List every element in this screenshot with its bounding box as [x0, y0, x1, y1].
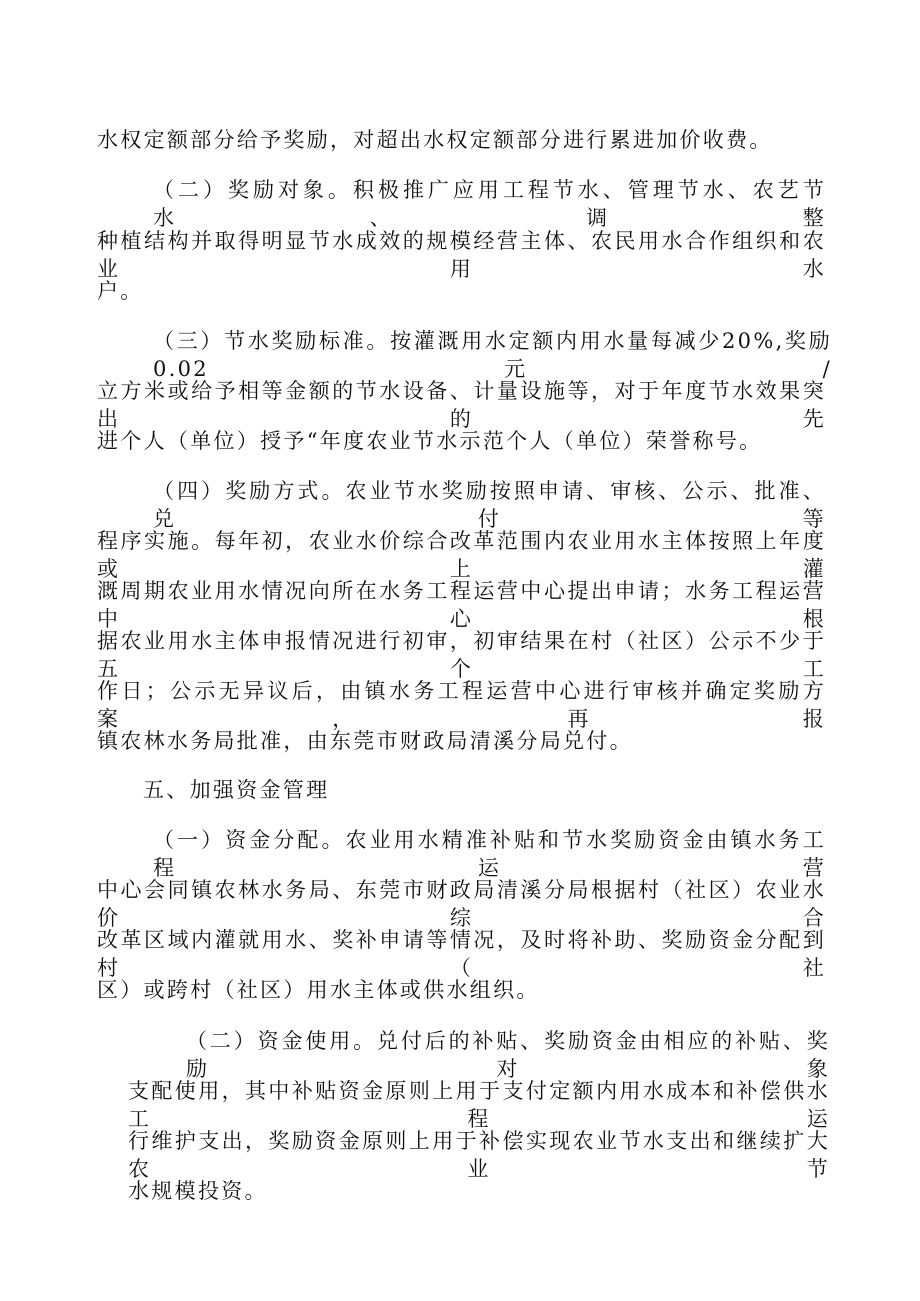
paragraph-line-10: 溉周期农业用水情况向所在水务工程运营中心提出申请；水务工程运营中心根 — [97, 579, 826, 631]
paragraph-line-5: （三）节水奖励标准。按灌溉用水定额内用水量每减少20%,奖励0.02元/ — [153, 329, 832, 381]
paragraph-line-19: （二）资金使用。兑付后的补贴、奖励资金由相应的补贴、奖励对象 — [186, 1029, 830, 1081]
paragraph-line-2: （二）奖励对象。积极推广应用工程节水、管理节水、农艺节水、调整 — [153, 178, 826, 230]
paragraph-line-22: 水规模投资。 — [128, 1179, 268, 1203]
paragraph-line-7: 进个人（单位）授予“年度农业节水示范个人（单位）荣誉称号。 — [97, 429, 763, 453]
paragraph-line-20: 支配使用，其中补贴资金原则上用于支付定额内用水成本和补偿供水工程运 — [128, 1079, 830, 1131]
paragraph-line-17: 改革区域内灌就用水、奖补申请等情况，及时将补助、奖励资金分配到村（社 — [97, 928, 826, 980]
paragraph-line-6: 立方米或给予相等金额的节水设备、计量设施等，对于年度节水效果突出的先 — [97, 379, 826, 431]
paragraph-line-11: 据农业用水主体申报情况进行初审，初审结果在村（社区）公示不少于五个工 — [97, 629, 826, 681]
paragraph-line-13: 镇农林水务局批准，由东莞市财政局清溪分局兑付。 — [97, 729, 633, 753]
paragraph-line-16: 中心会同镇农林水务局、东莞市财政局清溪分局根据村（社区）农业水价综合 — [97, 878, 826, 930]
paragraph-line-4: 户。 — [97, 279, 144, 303]
paragraph-line-9: 程序实施。每年初，农业水价综合改革范围内农业用水主体按照上年度或上灌 — [97, 529, 826, 581]
paragraph-line-12: 作日；公示无异议后，由镇水务工程运营中心进行审核并确定奖励方案，再报 — [97, 679, 826, 731]
paragraph-line-18: 区）或跨村（社区）用水主体或供水组织。 — [97, 978, 540, 1002]
paragraph-line-21: 行维护支出，奖励资金原则上用于补偿实现农业节水支出和继续扩大农业节 — [128, 1129, 830, 1181]
paragraph-line-15: （一）资金分配。农业用水精准补贴和节水奖励资金由镇水务工程运营 — [153, 828, 826, 880]
paragraph-line-1: 水权定额部分给予奖励，对超出水权定额部分进行累进加价收费。 — [97, 128, 773, 152]
paragraph-line-3: 种植结构并取得明显节水成效的规模经营主体、农民用水合作组织和农业用水 — [97, 229, 826, 281]
section-heading: 五、加强资金管理 — [143, 778, 330, 802]
paragraph-line-8: （四）奖励方式。农业节水奖励按照申请、审核、公示、批准、兑付等 — [153, 479, 826, 531]
